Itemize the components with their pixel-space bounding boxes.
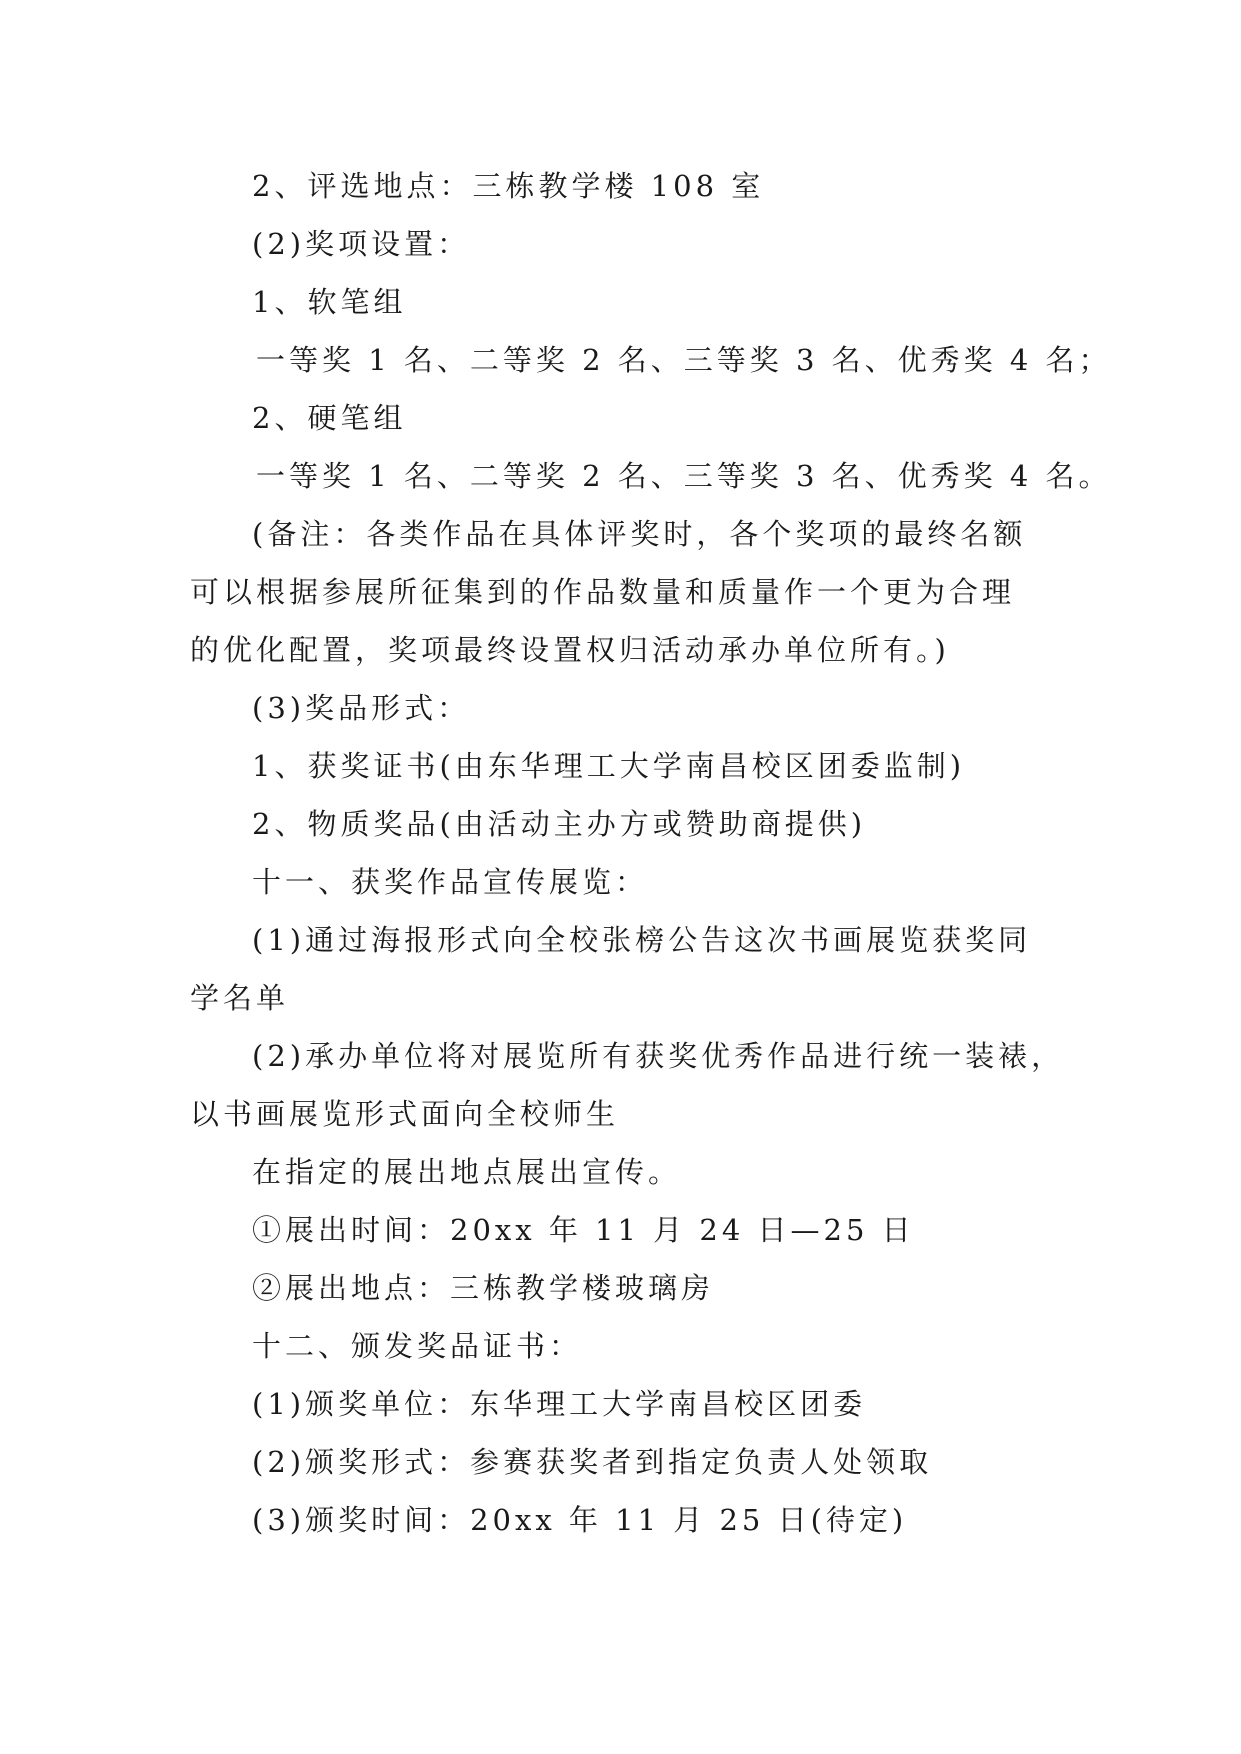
text-line-note-1: (备注：各类作品在具体评奖时，各个奖项的最终名额 xyxy=(252,517,1027,551)
text-line-awards-heading: (2)奖项设置： xyxy=(252,227,471,261)
text-line-pen-awards: 一等奖 1 名、二等奖 2 名、三等奖 3 名、优秀奖 4 名。 xyxy=(256,459,1112,493)
text-line-venue: 2、评选地点：三栋教学楼 108 室 xyxy=(252,169,765,203)
text-line-exhibit-time: ①展出时间：20xx 年 11 月 24 日—25 日 xyxy=(252,1213,915,1247)
text-line-award-time: (3)颁奖时间：20xx 年 11 月 25 日(待定) xyxy=(252,1503,908,1537)
text-line-award-unit: (1)颁奖单位：东华理工大学南昌校区团委 xyxy=(252,1387,867,1421)
section-heading-twelve: 十二、颁发奖品证书： xyxy=(252,1329,583,1363)
text-line-certificate: 1、获奖证书(由东华理工大学南昌校区团委监制) xyxy=(252,749,966,783)
text-line-poster-2: 学名单 xyxy=(190,981,290,1015)
text-line-note-3: 的优化配置，奖项最终设置权归活动承办单位所有。) xyxy=(190,633,950,667)
text-line-poster-1: (1)通过海报形式向全校张榜公告这次书画展览获奖同 xyxy=(252,923,1032,957)
text-line-brush-awards: 一等奖 1 名、二等奖 2 名、三等奖 3 名、优秀奖 4 名； xyxy=(256,343,1112,377)
text-line-exhibit-location: ②展出地点：三栋教学楼玻璃房 xyxy=(252,1271,715,1305)
text-line-mounting-2: 以书画展览形式面向全校师生 xyxy=(190,1097,620,1131)
text-line-material-prize: 2、物质奖品(由活动主办方或赞助商提供) xyxy=(252,807,867,841)
text-line-prize-form-heading: (3)奖品形式： xyxy=(252,691,471,725)
text-line-brush-group: 1、软笔组 xyxy=(252,285,407,319)
text-line-exhibit-place: 在指定的展出地点展出宣传。 xyxy=(252,1155,682,1189)
text-line-pen-group: 2、硬笔组 xyxy=(252,401,407,435)
section-heading-eleven: 十一、获奖作品宣传展览： xyxy=(252,865,649,899)
text-line-note-2: 可以根据参展所征集到的作品数量和质量作一个更为合理 xyxy=(190,575,1016,609)
text-line-mounting-1: (2)承办单位将对展览所有获奖优秀作品进行统一装裱， xyxy=(252,1039,1065,1073)
text-line-award-form: (2)颁奖形式：参赛获奖者到指定负责人处领取 xyxy=(252,1445,933,1479)
